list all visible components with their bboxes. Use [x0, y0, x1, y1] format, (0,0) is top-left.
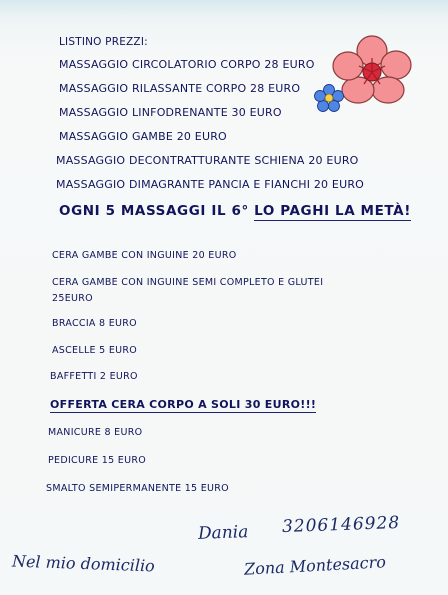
- massage-item-linfodrenante: MASSAGGIO LINFODRENANTE 30 EURO: [59, 106, 282, 119]
- small-flower-icon: [314, 84, 344, 112]
- home-service-zone: Zona Montesacro: [243, 552, 387, 579]
- wax-offer: [50, 398, 316, 411]
- wax-item-gambe-glutei: CERA GAMBE CON INGUINE SEMI COMPLETO E GLUTEI: [52, 277, 324, 288]
- massage-item-dimagrante: MASSAGGIO DIMAGRANTE PANCIA E FIANCHI 20 EURO: [56, 178, 365, 191]
- wax-item-gambe-glutei-price: 25EURO: [52, 293, 93, 304]
- contact-phone: 3206146928: [281, 512, 401, 538]
- wax-item-ascelle: ASCELLE 5 EURO: [52, 345, 138, 356]
- home-service-text: Nel mio domicilio: [11, 551, 156, 576]
- massage-item-circolatorio: MASSAGGIO CIRCOLATORIO CORPO 28 EURO: [59, 58, 315, 71]
- massage-promo-highlight: LO PAGHI LA METÀ!: [254, 203, 411, 219]
- beauty-item-smalto: SMALTO SEMIPERMANENTE 15 EURO: [46, 483, 229, 494]
- wax-item-braccia: BRACCIA 8 EURO: [52, 318, 137, 329]
- price-list-title: LISTINO PREZZI:: [59, 36, 148, 48]
- wax-offer-text: OFFERTA CERA CORPO A SOLI 30 EURO!!!: [50, 398, 317, 411]
- massage-promo-prefix: OGNI 5 MASSAGGI IL 6°: [59, 203, 249, 219]
- wax-item-gambe-inguine: CERA GAMBE CON INGUINE 20 EURO: [52, 250, 237, 261]
- beauty-item-pedicure: PEDICURE 15 EURO: [48, 455, 146, 466]
- wax-item-baffetti: BAFFETTI 2 EURO: [50, 371, 138, 382]
- massage-item-gambe: MASSAGGIO GAMBE 20 EURO: [59, 130, 227, 143]
- massage-promo: [59, 203, 411, 219]
- beauty-item-manicure: MANICURE 8 EURO: [48, 427, 143, 438]
- massage-item-rilassante: MASSAGGIO RILASSANTE CORPO 28 EURO: [59, 82, 301, 95]
- contact-name: Dania: [197, 522, 249, 544]
- massage-item-decontratturante: MASSAGGIO DECONTRATTURANTE SCHIENA 20 EURO: [56, 154, 359, 167]
